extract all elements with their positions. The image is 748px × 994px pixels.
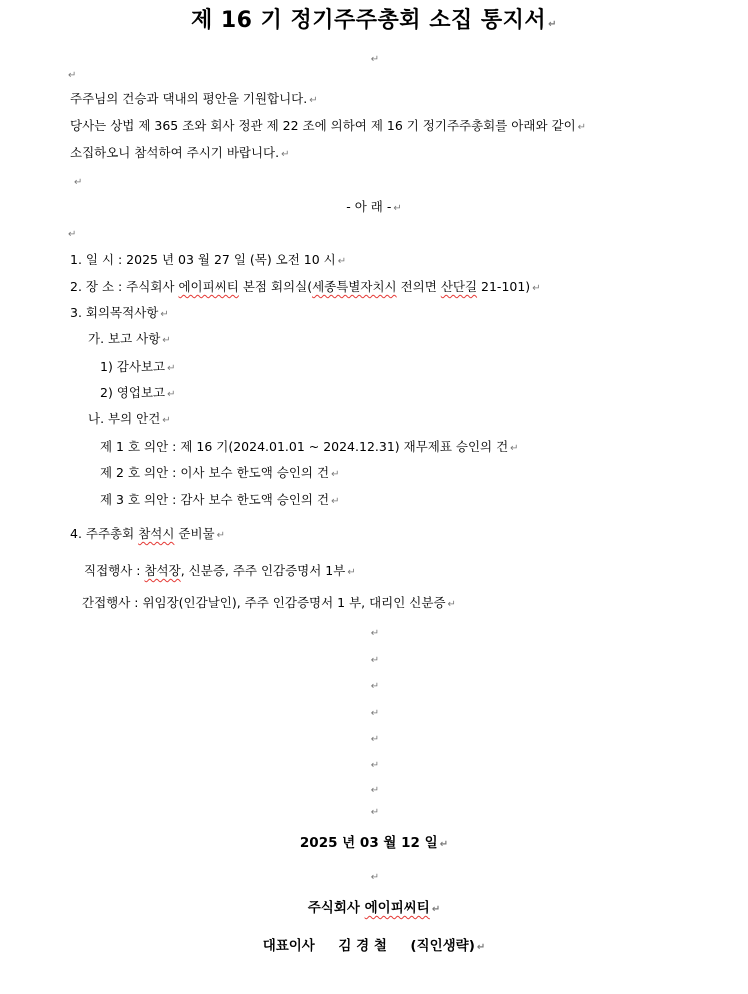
empty-paragraph: ↵: [370, 872, 380, 883]
empty-paragraph: ↵: [68, 70, 77, 81]
item-location: 2. 장 소 : 주식회사 에이피씨티 본점 회의실(세종특별자치시 전의면 산단길 21-101) ↵: [70, 279, 541, 294]
notice-date: 2025 년 03 월 12 일 ↵: [299, 835, 449, 851]
list-item: 2) 영업보고 ↵: [100, 385, 176, 400]
empty-paragraph: ↵: [370, 708, 380, 719]
company-signature: 주식회사 에이피씨티 ↵: [307, 900, 441, 916]
report-heading: 가. 보고 사항 ↵: [88, 331, 171, 346]
list-item: 제 1 호 의안 : 제 16 기(2024.01.01 ~ 2024.12.31) 재무제표 승인의 건 ↵: [100, 439, 519, 454]
company-name: 에이피씨티: [178, 279, 239, 294]
list-item: 제 3 호 의안 : 감사 보수 한도액 승인의 건 ↵: [100, 492, 340, 507]
page-title: 제 16 기 정기주주총회 소집 통지서 ↵: [190, 8, 558, 33]
paragraph-mark: ↵: [548, 19, 558, 30]
empty-paragraph: ↵: [370, 734, 380, 745]
intro-line-1: 당사는 상법 제 365 조와 회사 정관 제 22 조에 의하여 제 16 기 정기주주총회를 아래와 같이 ↵: [70, 118, 587, 133]
below-marker: - 아 래 - ↵: [346, 199, 402, 214]
empty-paragraph: ↵: [370, 628, 380, 639]
proxy-exercise: 간접행사 : 위임장(인감날인), 주주 인감증명서 1 부, 대리인 신분증 ↵: [82, 595, 456, 610]
representative-signature: 대표이사 김 경 철 (직인생략) ↵: [262, 938, 486, 954]
empty-paragraph: ↵: [370, 785, 380, 796]
empty-paragraph: ↵: [74, 177, 83, 188]
list-item: 제 2 호 의안 : 이사 보수 한도액 승인의 건 ↵: [100, 465, 340, 480]
empty-paragraph: ↵: [370, 655, 380, 666]
intro-line-2: 소집하오니 참석하여 주시기 바랍니다. ↵: [70, 145, 290, 160]
empty-paragraph: ↵: [370, 681, 380, 692]
item-preparations: 4. 주주총회 참석시 준비물 ↵: [70, 526, 226, 541]
empty-paragraph: ↵: [370, 54, 380, 65]
greeting: 주주님의 건승과 댁내의 평안을 기원합니다. ↵: [70, 91, 318, 106]
empty-paragraph: ↵: [370, 807, 380, 818]
item-datetime: 1. 일 시 : 2025 년 03 월 27 일 (목) 오전 10 시 ↵: [70, 252, 347, 267]
agenda-heading: 나. 부의 안건 ↵: [88, 411, 171, 426]
empty-paragraph: ↵: [68, 229, 77, 240]
empty-paragraph: ↵: [370, 760, 380, 771]
direct-exercise: 직접행사 : 참석장, 신분증, 주주 인감증명서 1부 ↵: [84, 563, 356, 578]
item-agenda-heading: 3. 회의목적사항 ↵: [70, 305, 169, 320]
list-item: 1) 감사보고 ↵: [100, 359, 176, 374]
